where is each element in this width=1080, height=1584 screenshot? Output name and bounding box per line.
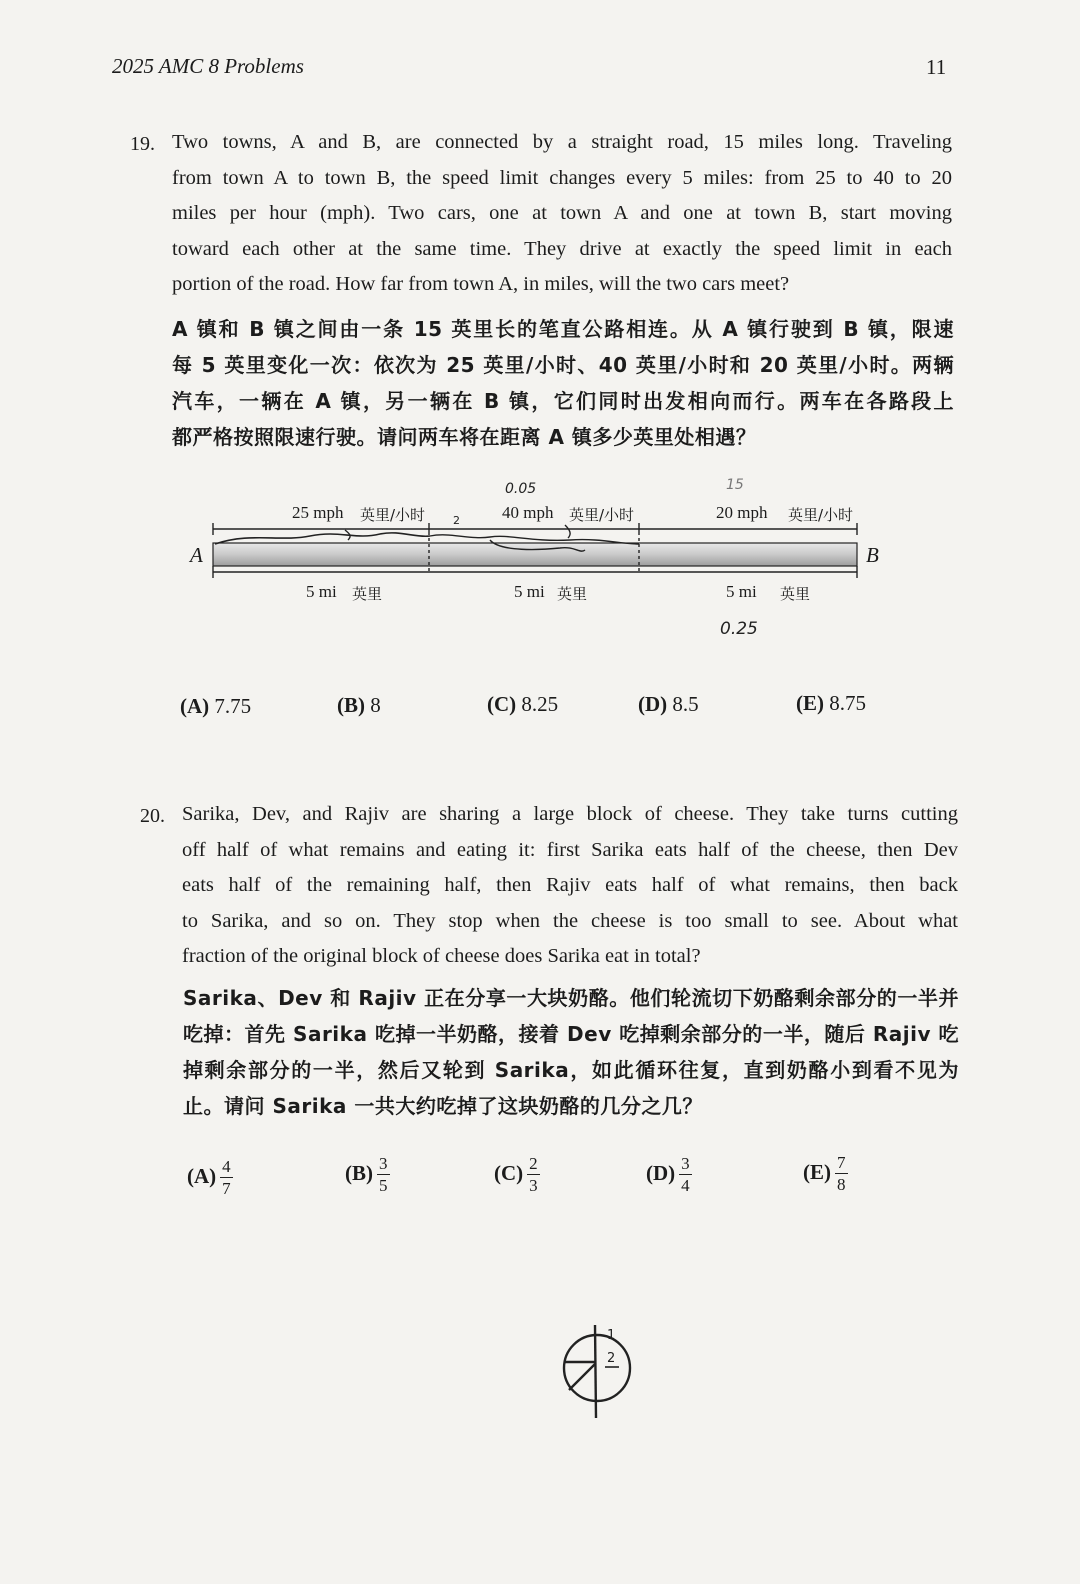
choice-label: (E) — [796, 691, 824, 715]
problem-20-chinese-text — [183, 980, 959, 1124]
problem-20-cn-line: 掉剩余部分的一半，然后又轮到 Sarika，如此循环往复，直到奶酪小到看不见为 — [183, 1058, 959, 1082]
problem-19-line: toward each other at the same time. They drive at exactly the speed limit in each — [172, 237, 952, 260]
problem-19-line: portion of the road. How far from town A, in miles, will the two cars meet? — [172, 273, 790, 295]
choice-label: (D) — [638, 692, 668, 716]
fraction-denominator: 5 — [379, 1176, 388, 1195]
choice-label: (A) — [187, 1163, 217, 1188]
problem-19-cn-line: 都严格按照限速行驶。请问两车将在距离 A 镇多少英里处相遇？ — [172, 425, 757, 449]
choice-19-a[interactable] — [180, 694, 251, 719]
choice-value: 8.5 — [672, 692, 699, 716]
fraction — [527, 1155, 540, 1195]
choice-19-c[interactable] — [487, 692, 558, 717]
sketch-fraction-numerator: 1 — [607, 1328, 616, 1343]
choice-label: (D) — [646, 1160, 676, 1185]
fraction — [679, 1155, 692, 1195]
problem-20-line: eats half of the remaining half, then Rajiv eats half of what remains, then back — [182, 874, 958, 896]
choice-20-b[interactable] — [345, 1155, 390, 1195]
problem-19-line: from town A to town B, the speed limit changes every 5 miles: from 25 to 40 to 20 — [172, 166, 952, 189]
choice-value: 7.75 — [214, 694, 252, 718]
fraction-denominator: 3 — [529, 1176, 538, 1195]
problem-20-cn-line: Sarika、Dev 和 Rajiv 正在分享一大块奶酪。他们轮流切下奶酪剩余部分的一半并 — [183, 986, 959, 1010]
choice-label: (B) — [345, 1160, 373, 1185]
segment-unit-cn-2: 英里 — [557, 585, 588, 603]
handwritten-note: 2 — [453, 514, 460, 527]
choice-19-b[interactable] — [337, 693, 381, 718]
problem-19-cn-line: A 镇和 B 镇之间由一条 15 英里长的笔直公路相连。从 A 镇行驶到 B 镇，限速 — [172, 317, 954, 341]
segment-length-1: 5 mi — [306, 582, 337, 601]
problem-20-cn-line: 吃掉：首先 Sarika 吃掉一半奶酪，接着 Dev 吃掉剩余部分的一半，随后 Rajiv 吃 — [183, 1022, 959, 1046]
road-diagram — [180, 470, 900, 650]
problem-19-line: Two towns, A and B, are connected by a straight road, 15 miles long. Traveling — [172, 131, 952, 153]
fraction-numerator: 3 — [681, 1154, 690, 1173]
choice-label: (B) — [337, 693, 365, 717]
handwritten-squiggle — [565, 525, 570, 538]
segment-unit-cn-1: 英里 — [352, 585, 383, 603]
problem-20-text — [182, 797, 958, 975]
problem-20-line: to Sarika, and so on. They stop when the cheese is too small to see. About what — [182, 909, 958, 932]
fraction-denominator: 8 — [837, 1175, 846, 1194]
problem-20-number: 20. — [140, 805, 165, 827]
fraction — [835, 1154, 848, 1194]
town-b-label: B — [866, 543, 879, 567]
handwritten-note: 15 — [726, 477, 744, 493]
choice-20-d[interactable] — [646, 1155, 692, 1195]
segment-length-2: 5 mi — [514, 582, 545, 601]
choice-value: 8.25 — [521, 692, 559, 716]
problem-20-cn-line: 止。请问 Sarika 一共大约吃掉了这块奶酪的几分之几？ — [183, 1094, 703, 1118]
fraction-numerator: 4 — [222, 1157, 231, 1176]
choice-19-d[interactable] — [638, 692, 699, 717]
choice-value: 8.75 — [829, 691, 866, 715]
problem-19-cn-line: 每 5 英里变化一次：依次为 25 英里/小时、40 英里/小时和 20 英里/小时。两辆 — [172, 353, 954, 377]
choice-label: (E) — [803, 1159, 831, 1184]
choice-20-c[interactable] — [494, 1155, 540, 1195]
speed-label-1: 25 mph — [292, 503, 344, 522]
problem-19-chinese-text — [172, 311, 954, 455]
segment-unit-cn-3: 英里 — [780, 585, 811, 603]
fraction-denominator: 7 — [222, 1179, 231, 1198]
choice-label: (C) — [487, 692, 517, 716]
town-a-label: A — [190, 543, 203, 567]
handwritten-note: 0.25 — [720, 619, 758, 639]
handwritten-note: 0.05 — [505, 481, 537, 497]
choice-19-e[interactable] — [796, 691, 866, 716]
speed-label-2: 40 mph — [502, 503, 554, 522]
problem-19-line: miles per hour (mph). Two cars, one at town A and one at town B, start moving — [172, 202, 952, 224]
fraction-numerator: 3 — [379, 1154, 388, 1173]
problem-20-line: fraction of the original block of cheese does Sarika eat in total? — [182, 945, 701, 967]
handwritten-circle-sketch — [555, 1320, 645, 1425]
speed-unit-cn-3: 英里/小时 — [788, 506, 854, 524]
fraction — [220, 1158, 233, 1198]
choice-20-e[interactable] — [803, 1154, 848, 1194]
fraction-numerator: 2 — [529, 1154, 538, 1173]
choice-20-a[interactable] — [187, 1158, 233, 1198]
fraction-numerator: 7 — [837, 1153, 846, 1172]
page-number: 11 — [926, 55, 947, 79]
problem-19-cn-line: 汽车，一辆在 A 镇，另一辆在 B 镇，它们同时出发相向而行。两车在各路段上 — [172, 389, 954, 413]
problem-20-line: Sarika, Dev, and Rajiv are sharing a large block of cheese. They take turns cutting — [182, 803, 958, 825]
problem-19-number: 19. — [130, 133, 155, 155]
segment-length-3: 5 mi — [726, 582, 757, 601]
sketch-fraction-denominator: 2 — [607, 1351, 616, 1366]
speed-unit-cn-1: 英里/小时 — [360, 506, 426, 524]
fraction — [377, 1155, 390, 1195]
choice-label: (A) — [180, 694, 210, 718]
problem-20-line: off half of what remains and eating it: first Sarika eats half of the cheese, then Dev — [182, 838, 958, 861]
problem-19-text — [172, 125, 952, 303]
handwritten-squiggle — [215, 533, 430, 544]
speed-label-3: 20 mph — [716, 503, 768, 522]
road-bar — [213, 543, 857, 566]
fraction-denominator: 4 — [681, 1176, 690, 1195]
choice-label: (C) — [494, 1160, 524, 1185]
choice-value: 8 — [370, 693, 381, 717]
speed-unit-cn-2: 英里/小时 — [569, 506, 635, 524]
page-header-title: 2025 AMC 8 Problems — [112, 54, 304, 78]
